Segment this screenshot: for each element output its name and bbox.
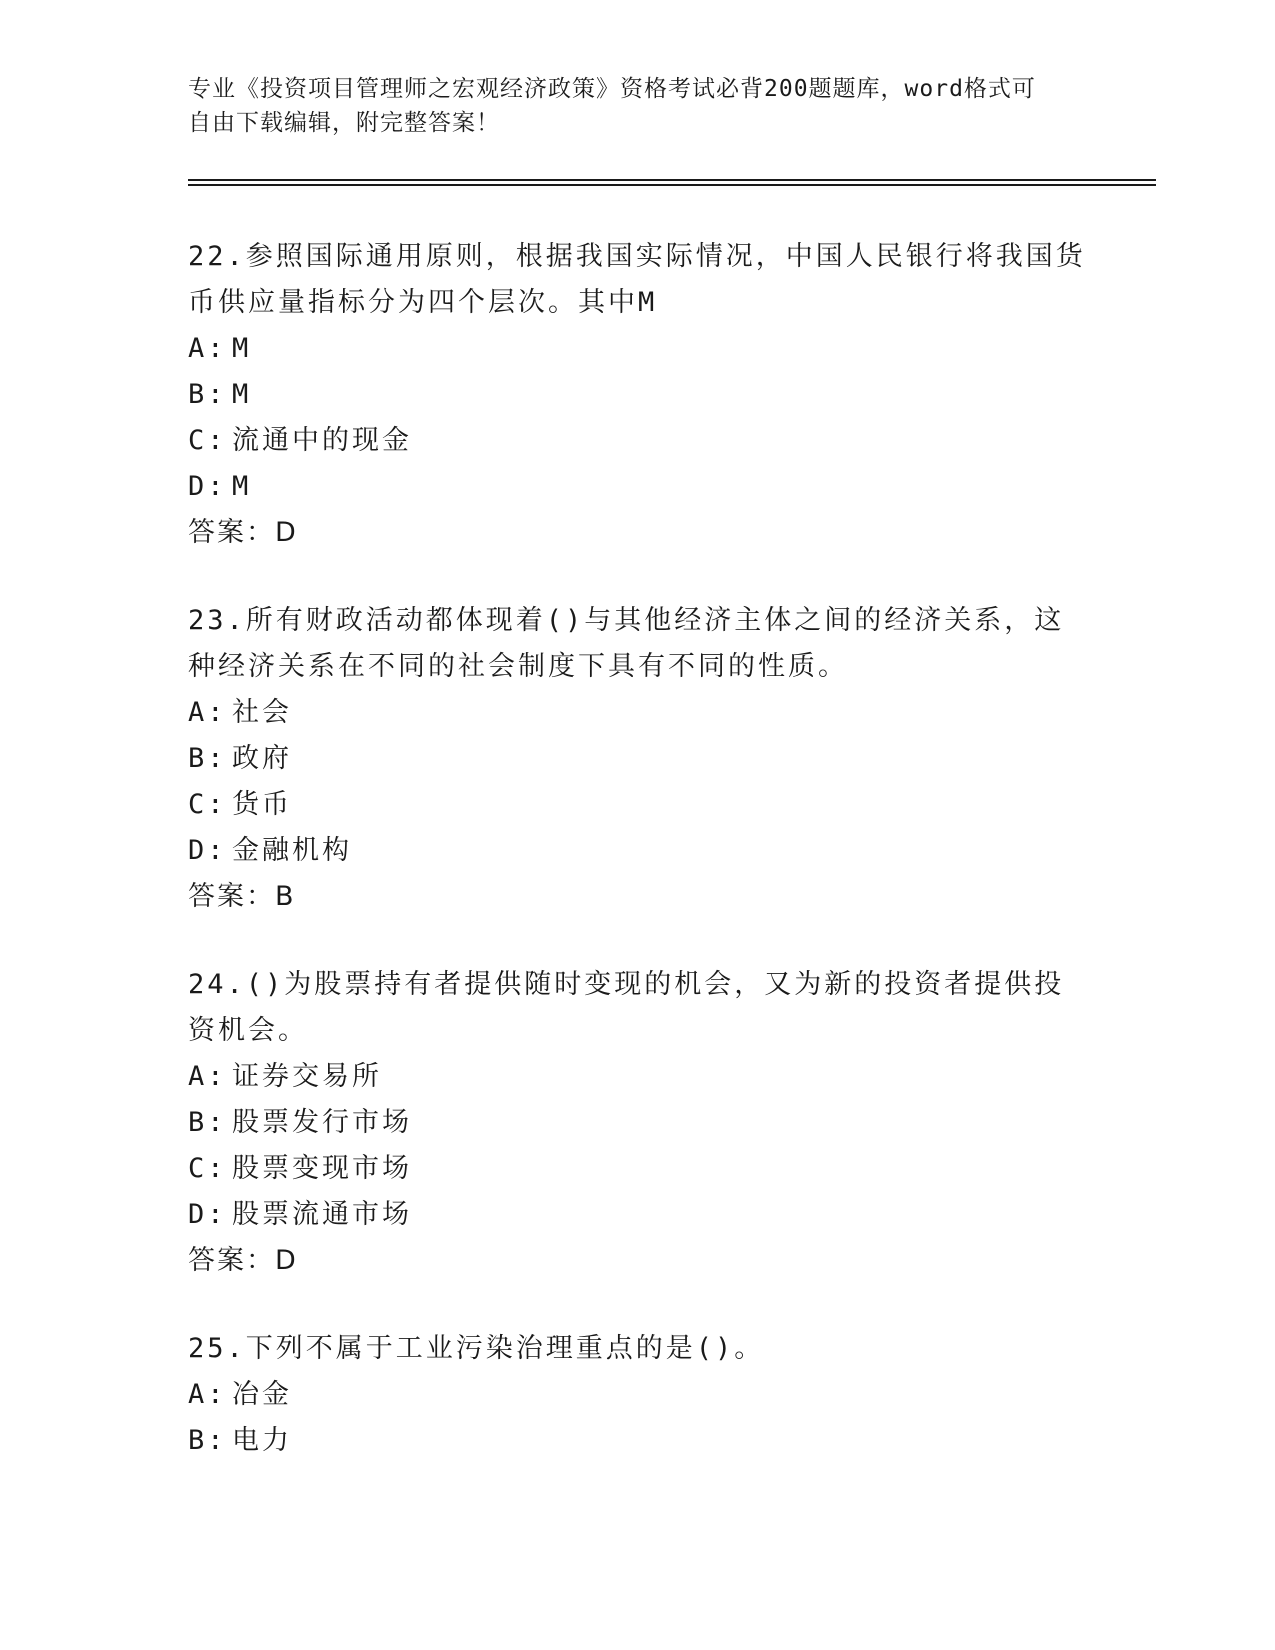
header-divider-bottom: [188, 184, 1156, 186]
option-b: [188, 736, 1088, 782]
answer-line: 答案：D: [188, 517, 298, 548]
option-a: [188, 690, 1088, 736]
option-b: [188, 1418, 1088, 1464]
question-stem: ()为股票持有者提供随时变现的机会，又为新的投资者提供投资机会。: [188, 969, 1065, 1046]
option-key: D:: [188, 835, 227, 866]
option-text: 社会: [232, 697, 292, 728]
option-text: 股票发行市场: [232, 1107, 412, 1138]
question-stem: 所有财政活动都体现着()与其他经济主体之间的经济关系，这种经济关系在不同的社会制度下具有不同的性质。: [188, 605, 1065, 682]
option-b: [188, 1100, 1088, 1146]
question-stem: 下列不属于工业污染治理重点的是()。: [245, 1333, 765, 1364]
option-key: C:: [188, 789, 227, 820]
option-text: 金融机构: [232, 835, 352, 866]
option-key: C:: [188, 425, 227, 456]
question-22: [188, 234, 1088, 556]
answer-line: 答案：B: [188, 881, 296, 912]
option-key: A:: [188, 1379, 227, 1410]
question-number: 25.: [188, 1333, 246, 1364]
option-text: 证券交易所: [232, 1061, 382, 1092]
option-d: [188, 1192, 1088, 1238]
option-b: [188, 372, 1088, 418]
question-24: [188, 962, 1088, 1284]
header-line-1: 专业《投资项目管理师之宏观经济政策》资格考试必背200题题库，word格式可: [188, 76, 1036, 102]
question-number: 23.: [188, 605, 246, 636]
document-header: [188, 72, 1068, 140]
question-text: [188, 598, 1088, 690]
option-text: 货币: [232, 789, 292, 820]
option-key: B:: [188, 379, 227, 410]
option-a: [188, 1372, 1088, 1418]
option-key: A:: [188, 1061, 227, 1092]
option-key: A:: [188, 697, 227, 728]
option-text: 流通中的现金: [232, 425, 412, 456]
option-d: [188, 464, 1088, 510]
option-text: 股票变现市场: [232, 1153, 412, 1184]
option-text: M: [232, 379, 252, 410]
question-text: [188, 234, 1088, 326]
option-c: [188, 418, 1088, 464]
question-25: [188, 1326, 1088, 1464]
option-key: D:: [188, 1199, 227, 1230]
answer-line: 答案：D: [188, 1245, 298, 1276]
question-23: [188, 598, 1088, 920]
question-stem: 参照国际通用原则，根据我国实际情况，中国人民银行将我国货币供应量指标分为四个层次。其中M: [188, 241, 1086, 318]
option-text: 政府: [232, 743, 292, 774]
option-a: [188, 1054, 1088, 1100]
question-text: [188, 962, 1088, 1054]
header-divider-top: [188, 179, 1156, 181]
option-text: 电力: [232, 1425, 292, 1456]
question-text: [188, 1326, 1088, 1372]
option-key: D:: [188, 471, 227, 502]
option-key: B:: [188, 1425, 227, 1456]
question-number: 24.: [188, 969, 246, 1000]
option-key: C:: [188, 1153, 227, 1184]
option-text: M: [232, 333, 252, 364]
option-c: [188, 1146, 1088, 1192]
option-c: [188, 782, 1088, 828]
option-key: B:: [188, 1107, 227, 1138]
option-a: [188, 326, 1088, 372]
option-d: [188, 828, 1088, 874]
question-number: 22.: [188, 241, 246, 272]
option-text: M: [232, 471, 252, 502]
option-key: B:: [188, 743, 227, 774]
option-text: 冶金: [232, 1379, 292, 1410]
header-line-2: 自由下载编辑，附完整答案！: [188, 110, 500, 136]
option-key: A:: [188, 333, 227, 364]
option-text: 股票流通市场: [232, 1199, 412, 1230]
